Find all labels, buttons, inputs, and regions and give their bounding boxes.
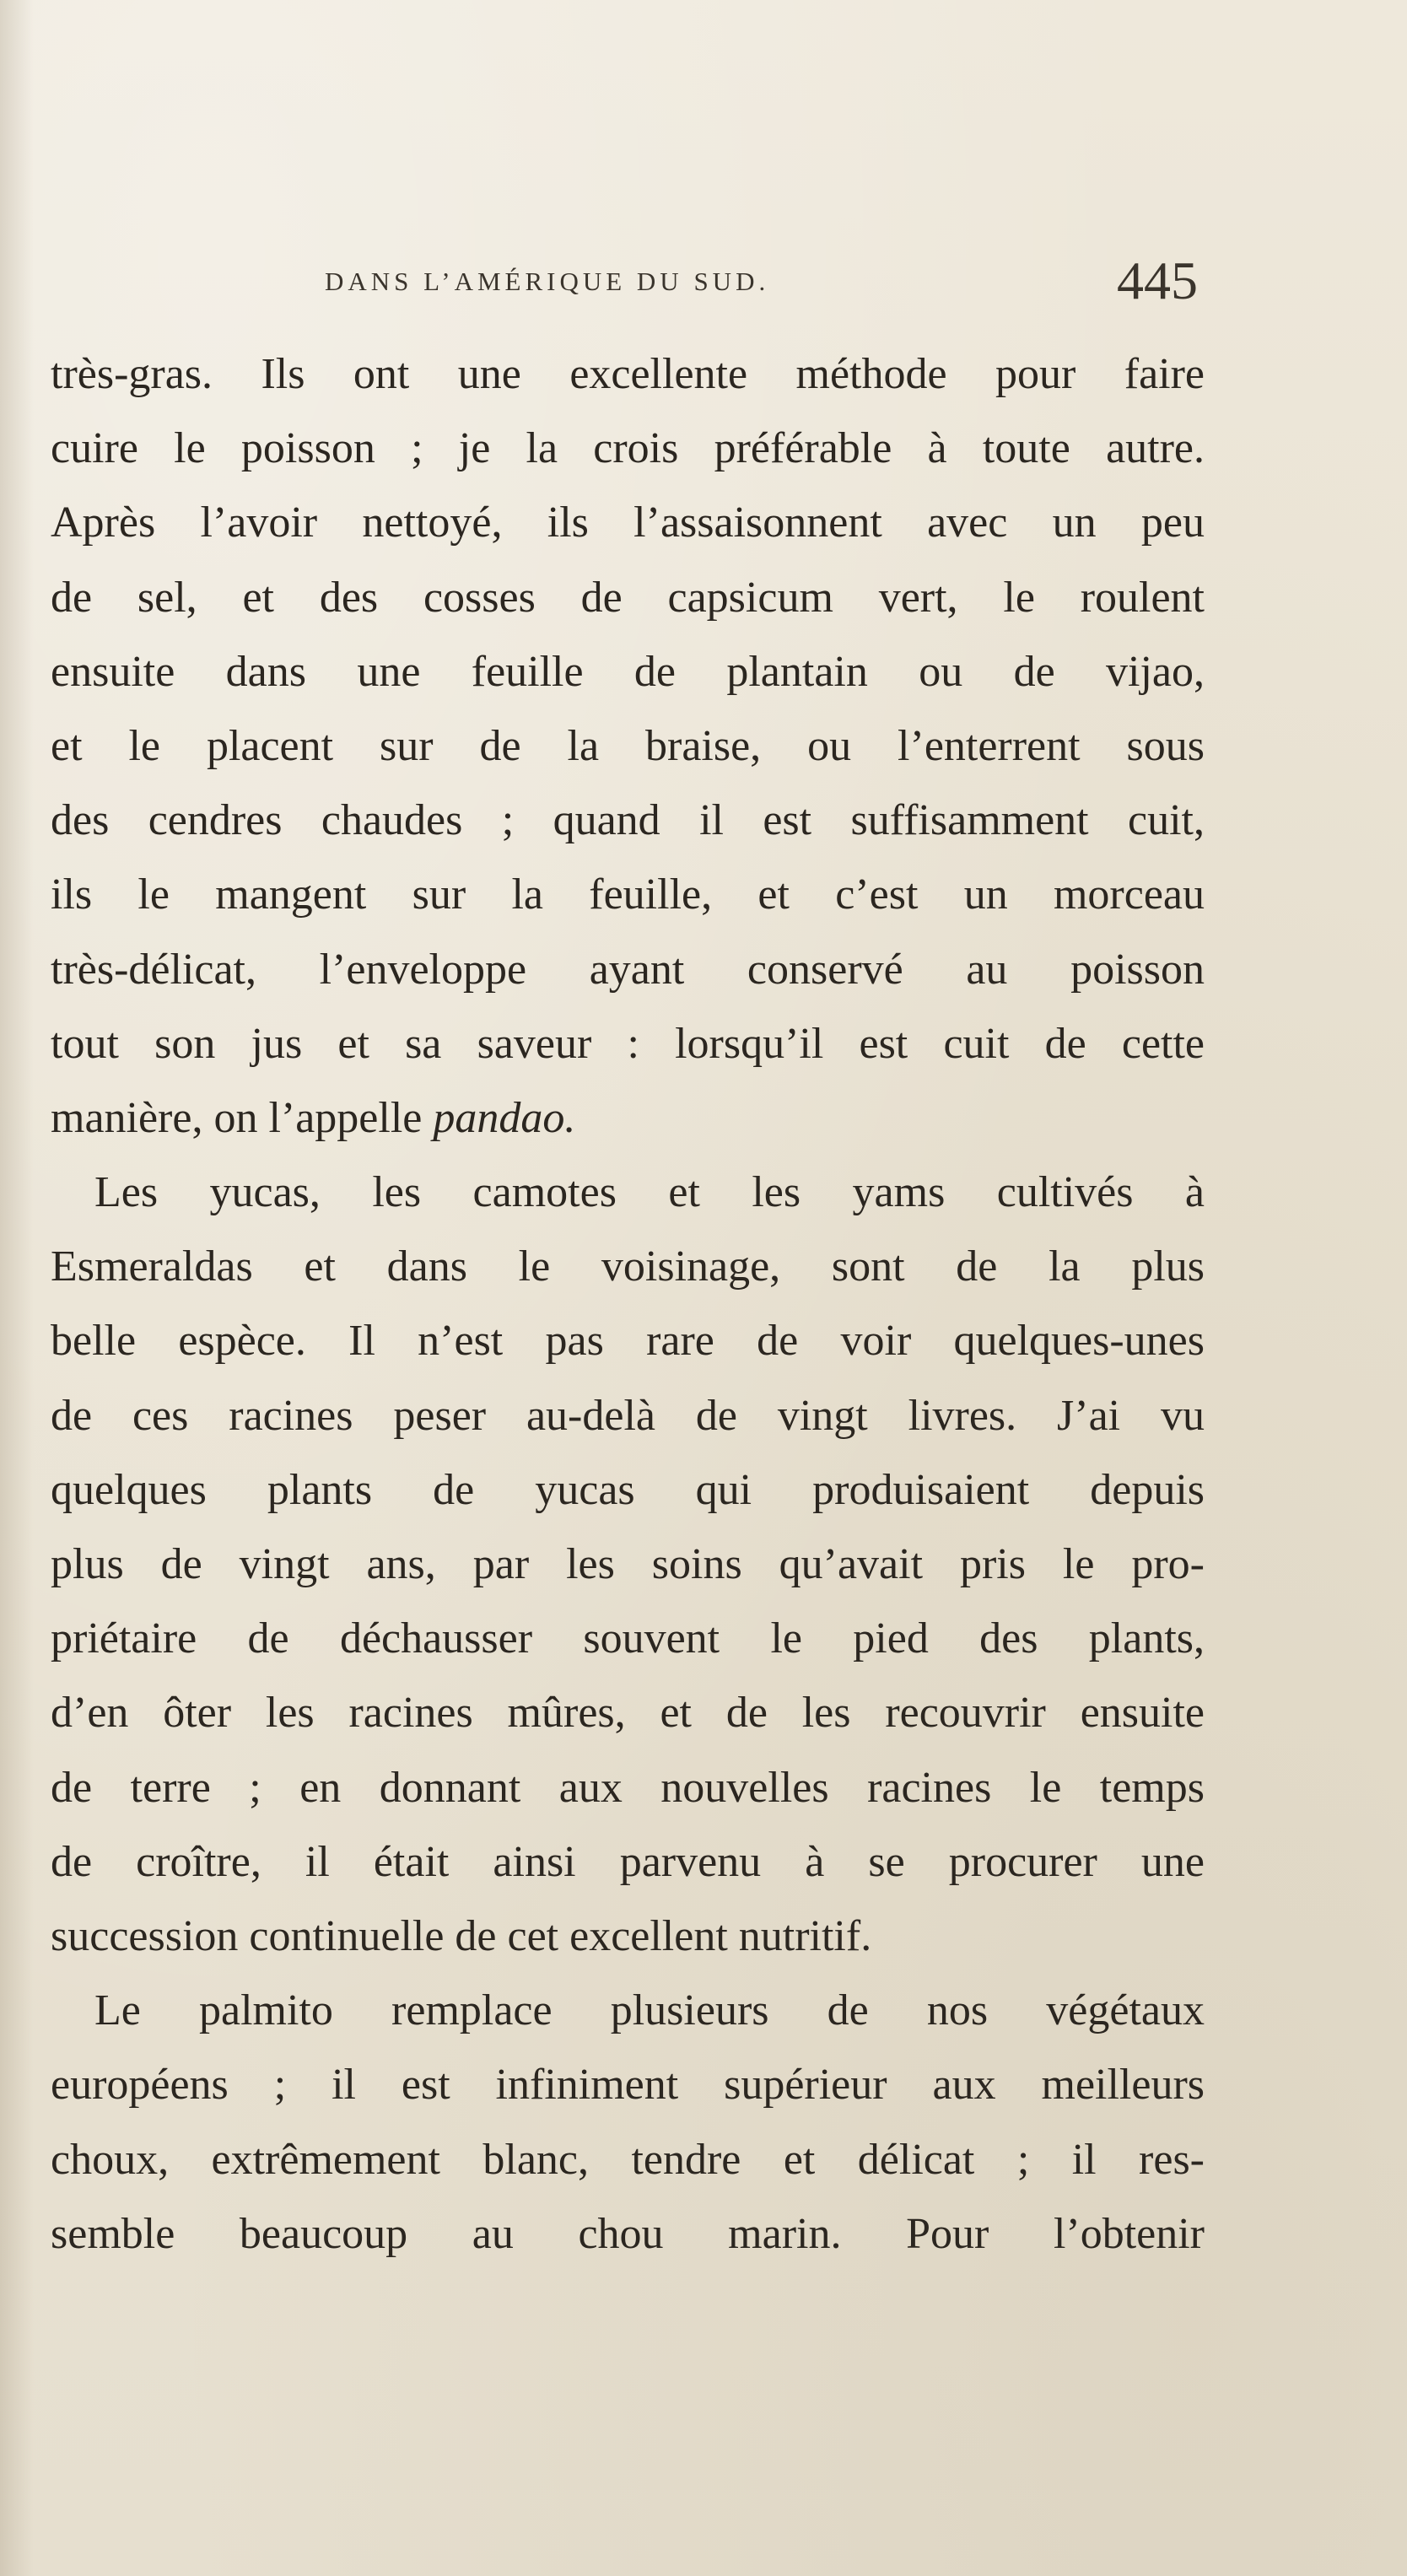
text-line: priétaire de déchausser souvent le pied des plants, xyxy=(51,1614,1205,1663)
text-line: de sel, et des cosses de capsicum vert, le roulent xyxy=(51,573,1205,622)
text-line: succession continuelle de cet excellent nutritif. xyxy=(51,1911,872,1960)
text-line xyxy=(51,1081,1205,1156)
paragraph-3 xyxy=(51,1974,1205,2272)
text-line: Le palmito remplace plusieurs de nos végétaux xyxy=(94,1986,1205,2035)
text-line: de croître, il était ainsi parvenu à se procurer une xyxy=(51,1837,1205,1886)
paragraph-1 xyxy=(51,337,1205,1156)
text-line: semble beaucoup au chou marin. Pour l’obtenir xyxy=(51,2209,1205,2258)
text-fragment: manière, on l’appelle xyxy=(51,1093,434,1142)
text-line: quelques plants de yucas qui produisaient depuis xyxy=(51,1465,1205,1514)
text-line: belle espèce. Il n’est pas rare de voir quelques-unes xyxy=(51,1317,1205,1366)
text-line: très-délicat, l’enveloppe ayant conservé au poisson xyxy=(51,945,1205,994)
text-line: ensuite dans une feuille de plantain ou de vijao, xyxy=(51,647,1205,696)
body-text xyxy=(51,337,1205,2272)
text-line: ils le mangent sur la feuille, et c’est un morceau xyxy=(51,870,1205,919)
text-line: de terre ; en donnant aux nouvelles racines le temps xyxy=(51,1763,1205,1812)
text-line: tout son jus et sa saveur : lorsqu’il est cuit de cette xyxy=(51,1019,1205,1068)
italic-term: pandao. xyxy=(433,1093,576,1142)
running-head xyxy=(51,250,1198,317)
text-line: très-gras. Ils ont une excellente méthode pour faire xyxy=(51,350,1205,398)
text-line: de ces racines peser au-delà de vingt livres. J’ai vu xyxy=(51,1391,1205,1440)
paragraph-2 xyxy=(51,1156,1205,1974)
text-line: Les yucas, les camotes et les yams cultivés à xyxy=(94,1168,1205,1217)
text-line: européens ; il est infiniment supérieur aux meilleurs xyxy=(51,2061,1205,2110)
text-line: Esmeraldas et dans le voisinage, sont de la plus xyxy=(51,1242,1205,1291)
text-line: et le placent sur de la braise, ou l’enterrent sous xyxy=(51,721,1205,770)
text-line: d’en ôter les racines mûres, et de les recouvrir ensuite xyxy=(51,1689,1205,1738)
text-line: cuire le poisson ; je la crois préférable à toute autre. xyxy=(51,424,1205,473)
text-line: plus de vingt ans, par les soins qu’avait pris le pro- xyxy=(51,1540,1205,1588)
text-line: choux, extrêmement blanc, tendre et délicat ; il res- xyxy=(51,2135,1205,2184)
page-number: 445 xyxy=(1117,251,1198,310)
text-line: des cendres chaudes ; quand il est suffisamment cuit, xyxy=(51,796,1205,845)
running-title: DANS L’AMÉRIQUE DU SUD. xyxy=(325,267,770,296)
text-line: Après l’avoir nettoyé, ils l’assaisonnent avec un peu xyxy=(51,498,1205,547)
